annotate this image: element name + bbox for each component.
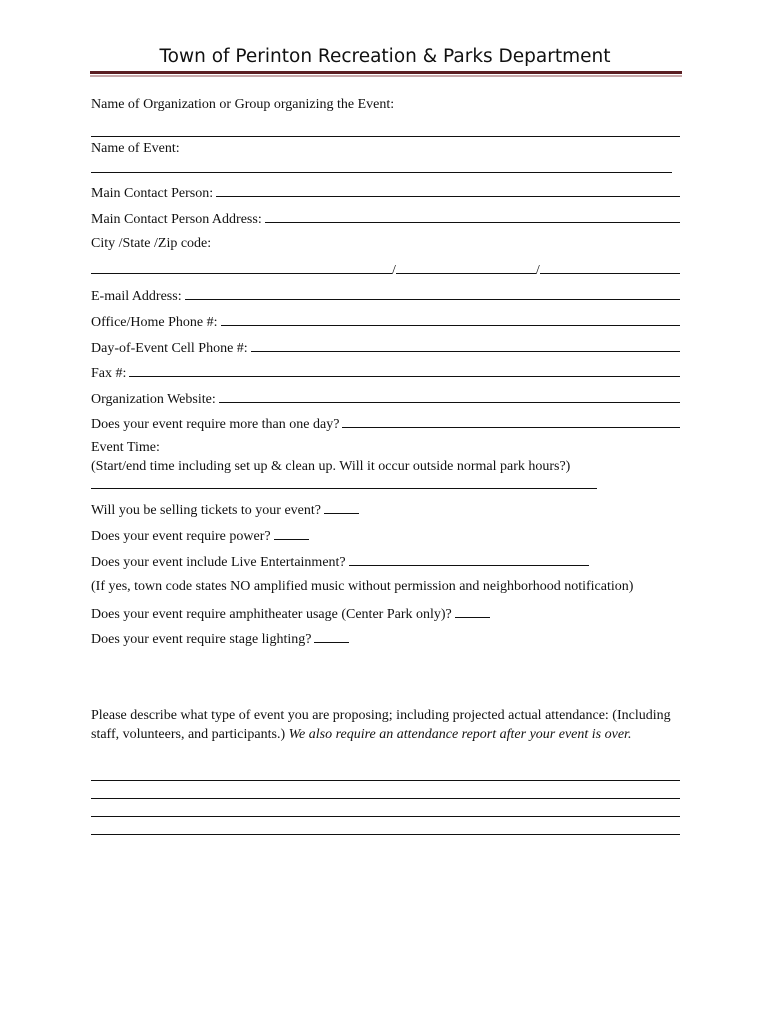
fax-row	[91, 364, 680, 382]
main-contact-label: Main Contact Person:	[91, 186, 214, 201]
contact-address-row	[91, 210, 680, 228]
main-contact-field[interactable]	[216, 184, 680, 197]
tickets-field[interactable]	[324, 501, 359, 514]
cell-phone-label: Day-of-Event Cell Phone #:	[91, 341, 248, 356]
cell-phone-row	[91, 339, 680, 357]
city-field[interactable]	[91, 261, 392, 274]
fax-field[interactable]	[129, 364, 680, 377]
state-field[interactable]	[396, 261, 536, 274]
city-label: City /State /Zip code:	[91, 236, 212, 251]
office-phone-label: Office/Home Phone #:	[91, 315, 218, 330]
event-time-label: Event Time:	[91, 440, 160, 455]
slash-2: /	[535, 263, 540, 278]
city-state-zip-row	[91, 261, 680, 279]
website-row	[91, 390, 680, 408]
event-time-field[interactable]	[91, 488, 597, 489]
contact-address-field[interactable]	[265, 210, 680, 223]
website-label: Organization Website:	[91, 392, 216, 407]
multi-day-label: Does your event require more than one day?	[91, 417, 340, 432]
email-label: E-mail Address:	[91, 289, 182, 304]
tickets-row	[91, 501, 680, 519]
describe-line-2[interactable]	[91, 798, 680, 799]
amphitheater-label: Does your event require amphitheater usage (Center Park only)?	[91, 607, 452, 622]
amphitheater-field[interactable]	[455, 605, 490, 618]
event-name-label: Name of Event:	[91, 141, 180, 156]
amphitheater-row	[91, 605, 680, 623]
stage-lighting-row	[91, 630, 680, 648]
title-rule-dark	[90, 71, 682, 74]
stage-lighting-field[interactable]	[314, 630, 349, 643]
zip-field[interactable]	[540, 261, 680, 274]
describe-line-4[interactable]	[91, 834, 680, 835]
org-label: Name of Organization or Group organizing the Event:	[91, 97, 395, 112]
email-field[interactable]	[185, 287, 680, 300]
page-title: Town of Perinton Recreation & Parks Department	[159, 46, 611, 67]
power-label: Does your event require power?	[91, 529, 271, 544]
describe-text: Please describe what type of event you are proposing; including projected actual attendance: (Including staff, volunteers, and participants.)	[91, 708, 671, 742]
website-field[interactable]	[219, 390, 680, 403]
contact-address-label: Main Contact Person Address:	[91, 212, 262, 227]
org-field[interactable]	[91, 136, 680, 137]
describe-line-3[interactable]	[91, 816, 680, 817]
power-field[interactable]	[274, 527, 309, 540]
describe-line-1[interactable]	[91, 780, 680, 781]
office-phone-row	[91, 313, 680, 331]
tickets-label: Will you be selling tickets to your event?	[91, 503, 321, 518]
stage-lighting-label: Does your event require stage lighting?	[91, 632, 312, 647]
slash-1: /	[392, 263, 396, 278]
live-ent-note: (If yes, town code states NO amplified music without permission and neighborhood notification)	[91, 579, 634, 594]
email-row	[91, 287, 680, 305]
power-row	[91, 527, 680, 545]
cell-phone-field[interactable]	[251, 339, 680, 352]
fax-label: Fax #:	[91, 366, 127, 381]
describe-italic: We also require an attendance report after your event is over.	[288, 727, 632, 742]
event-name-field[interactable]	[91, 172, 672, 173]
multi-day-field[interactable]	[342, 415, 680, 428]
multi-day-row	[91, 415, 680, 433]
live-ent-label: Does your event include Live Entertainment?	[91, 555, 346, 570]
live-ent-row	[91, 553, 680, 571]
event-time-note: (Start/end time including set up & clean up. Will it occur outside normal park hours?)	[91, 459, 571, 474]
describe-paragraph	[91, 706, 681, 744]
office-phone-field[interactable]	[221, 313, 681, 326]
title-rule-light	[90, 75, 682, 77]
live-ent-field[interactable]	[349, 553, 589, 566]
main-contact-row	[91, 184, 680, 202]
